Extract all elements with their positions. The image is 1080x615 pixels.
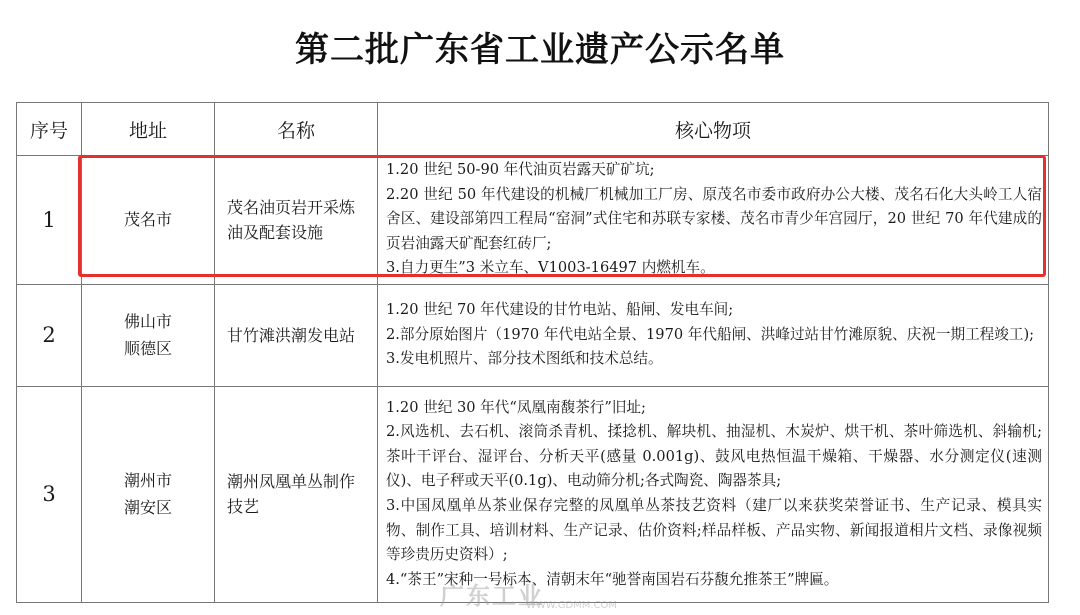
header-no: 序号 [17,103,82,156]
watermark-url: WWW.GDMM.COM [526,600,618,611]
header-name: 名称 [215,103,378,156]
row-core-items [378,156,1049,285]
row-core-items [378,284,1049,386]
core-item: 3.自力更生”3 米立车、V1003-16497 内燃机车。 [386,259,715,277]
table-row [17,156,1049,285]
page-title: 第二批广东省工业遗产公示名单 [295,30,785,70]
address-line: 佛山市 [123,312,172,332]
core-item: 2.风选机、去石机、滚筒杀青机、揉捻机、解块机、抽湿机、木炭炉、烘干机、茶叶筛选机、斜输机; 茶叶干评台、湿评台、分析天平(感量 0.001g)、鼓风电热恒温干燥箱、干燥器、水分测定仪(速测仪)、电子秤或天平(0.1g)、电动筛分机;各式陶瓷、陶器茶具; [386,423,1042,490]
row-address [82,386,215,602]
core-item: 1.20 世纪 50-90 年代油页岩露天矿矿坑; [386,161,655,178]
table-header-row [17,103,1049,156]
row-name: 甘竹滩洪潮发电站 [215,284,378,386]
row-name: 茂名油页岩开采炼油及配套设施 [215,156,378,285]
core-item: 1.20 世纪 70 年代建设的甘竹电站、船闸、发电车间; [386,301,734,319]
table-row [17,386,1049,602]
core-item: 3.中国凤凰单丛茶业保存完整的凤凰单丛茶技艺资料（建厂以来获奖荣誉证书、生产记录、模具实物、制作工具、培训材料、生产记录、估价资料;样品样板、产品实物、新闻报道相片文档、录像视频等珍贵历史资料）; [386,496,1042,564]
core-item: 4.“茶王”宋种一号标本、清朝末年“驰誉南国岩石芬馥允推茶王”牌匾。 [386,570,839,588]
row-number: 3 [17,386,82,602]
row-core-items [378,386,1049,602]
core-item: 3.发电机照片、部分技术图纸和技术总结。 [386,350,663,368]
address-line: 茂名市 [123,210,172,230]
header-address: 地址 [82,103,215,156]
address-line: 顺德区 [123,339,172,359]
header-core-items: 核心物项 [378,103,1049,156]
address-line: 潮安区 [123,498,172,518]
core-item: 1.20 世纪 30 年代“凤凰南馥茶行”旧址; [386,398,646,416]
row-number: 1 [17,156,82,285]
site-watermark [440,576,618,611]
row-address [82,156,215,285]
row-address [82,284,215,386]
address-line: 潮州市 [123,471,172,491]
heritage-table [16,102,1049,603]
watermark-logo: 广东工业 [440,582,544,610]
row-number: 2 [17,284,82,386]
core-item: 2.20 世纪 50 年代建设的机械厂机械加工厂房、原茂名市委市政府办公大楼、茂名石化大头岭工人宿舍区、建设部第四工程局“窑洞”式住宅和苏联专家楼、茂名市青少年宫园厅，20 世纪 70 年代建成的页岩油露天矿配套红砖厂; [386,185,1042,252]
table-row [17,284,1049,386]
core-item: 2.部分原始图片（1970 年代电站全景、1970 年代船闸、洪峰过站甘竹滩原貌、庆祝一期工程竣工); [386,325,1035,343]
row-name: 潮州凤凰单丛制作技艺 [215,386,378,602]
